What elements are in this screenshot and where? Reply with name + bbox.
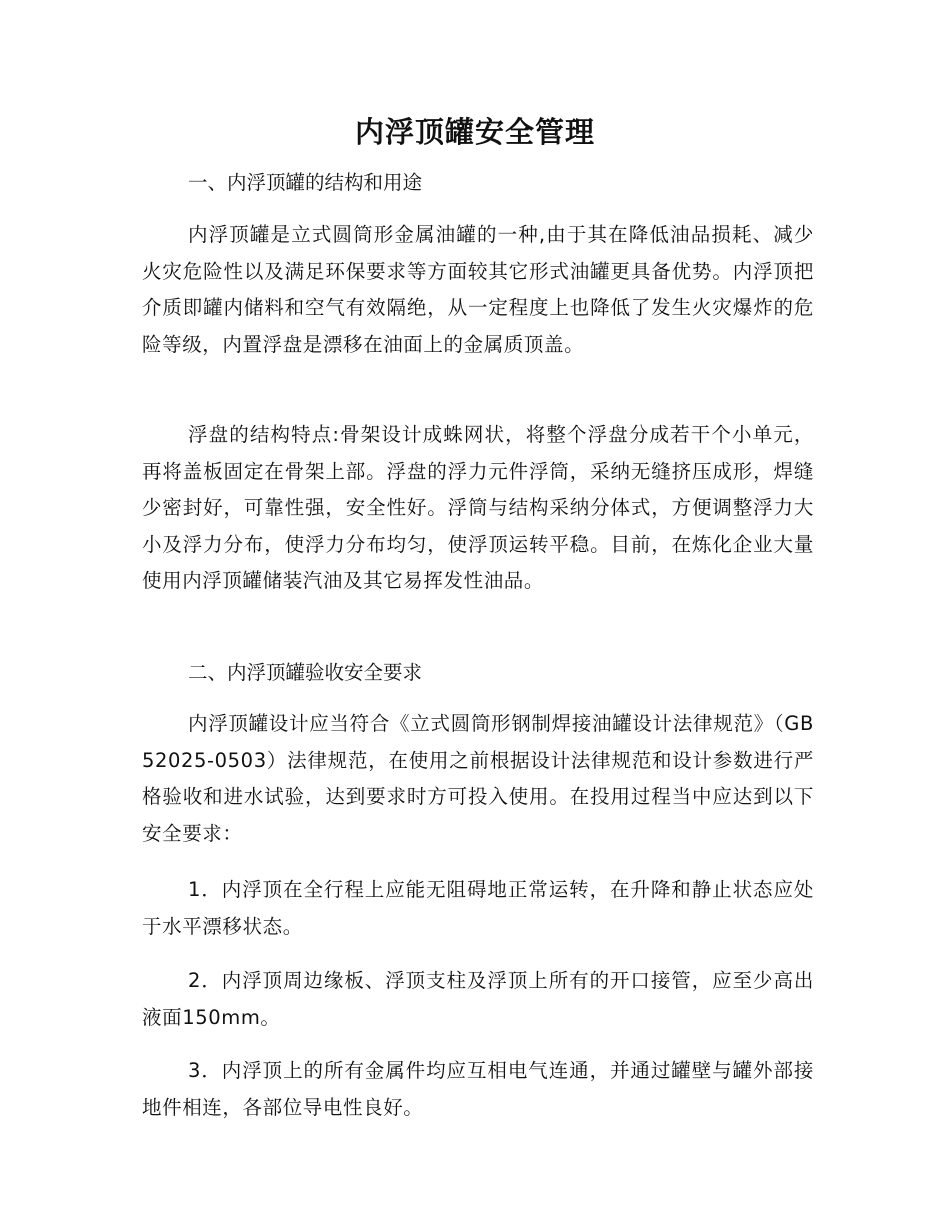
- list-item-2: 2．内浮顶周边缘板、浮顶支柱及浮顶上所有的开口接管，应至少高出液面150mm。: [142, 969, 814, 1029]
- list-item-3: 3．内浮顶上的所有金属件均应互相电气连通，并通过罐壁与罐外部接地件相连，各部位导电性良好。: [142, 1059, 814, 1119]
- list-item-1: 1．内浮顶在全行程上应能无阻碍地正常运转，在升降和静止状态应处于水平漂移状态。: [142, 878, 814, 938]
- section-heading-2: 二、内浮顶罐验收安全要求: [188, 661, 423, 684]
- paragraph-structure-intro: 内浮顶罐是立式圆筒形金属油罐的一种,由于其在降低油品损耗、减少火灾危险性以及满足环保要求等方面较其它形式油罐更具备优势。内浮顶把介质即罐内储料和空气有效隔绝，从一定程度上也降低了发生火灾爆炸的危险等级，内置浮盘是漂移在油面上的金属质顶盖。: [142, 223, 814, 356]
- section-heading-1: 一、内浮顶罐的结构和用途: [188, 171, 423, 194]
- document-title: 内浮顶罐安全管理: [354, 115, 595, 149]
- paragraph-floating-disk: 浮盘的结构特点:骨架设计成蛛网状，将整个浮盘分成若干个小单元，再将盖板固定在骨架上部。浮盘的浮力元件浮筒，采纳无缝挤压成形，焊缝少密封好，可靠性强，安全性好。浮筒与结构采纳分体式，方便调整浮力大小及浮力分布，使浮力分布均匀，使浮顶运转平稳。目前，在炼化企业大量使用内浮顶罐储装汽油及其它易挥发性油品。: [142, 423, 814, 592]
- paragraph-acceptance-intro: 内浮顶罐设计应当符合《立式圆筒形钢制焊接油罐设计法律规范》（GB52025-0503）法律规范，在使用之前根据设计法律规范和设计参数进行严格验收和进水试验，达到要求时方可投入使用。在投用过程当中应达到以下安全要求：: [142, 712, 814, 845]
